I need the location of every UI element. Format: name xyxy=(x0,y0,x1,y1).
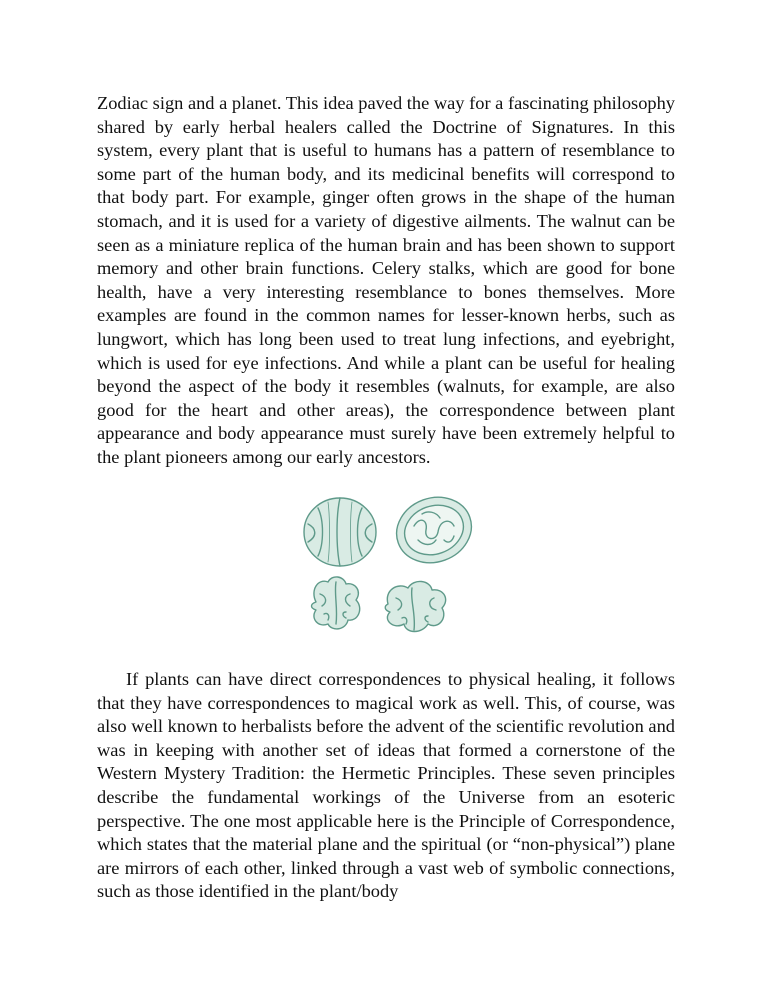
body-paragraph: Zodiac sign and a planet. This idea paved the way for a fascinating philosophy shared by early herbal healers called the Doctrine of Signatures. In this system, every plant that is useful to humans has a pattern of resemblance to some part of the human body, and its medicinal benefits will correspond to that body part. For example, ginger often grows in the shape of the human stomach, and it is used for a variety of digestive ailments. The walnut can be seen as a miniature replica of the human brain and has been shown to support memory and other brain functions. Celery stalks, which are good for bone health, have a very interesting resemblance to bones themselves. More examples are found in the common names for lesser-known herbs, such as lungwort, which has long been used to treat lung infections, and eyebright, which is used for eye infections. And while a plant can be useful for healing beyond the aspect of the body it resembles (walnuts, for example, are also good for the heart and other areas), the correspondence between plant appearance and body appearance must surely have been extremely helpful to the plant pioneers among our early ancestors. xyxy=(97,93,675,467)
walnut-icon xyxy=(296,490,480,646)
walnut-illustration xyxy=(296,490,480,646)
walnut-half-shell-icon xyxy=(387,490,480,573)
walnut-kernel-icon xyxy=(385,581,445,631)
body-paragraph: If plants can have direct correspondences to physical healing, it follows that they have correspondences to magical work as well. This, of course, was also well known to herbalists before the advent of the scientific revolution and was in keeping with another set of ideas that formed a cornerstone of the Western Mystery Tradition: the Hermetic Principles. These seven principles describe the fundamental workings of the Universe from an esoteric perspective. The one most applicable here is the Principle of Correspondence, which states that the material plane and the spiritual (or “non-physical”) plane are mirrors of each other, linked through a vast web of symbolic connections, such as those identified in the plant/body xyxy=(97,669,675,902)
walnut-whole-shell-icon xyxy=(304,498,376,566)
walnut-kernel-icon xyxy=(312,577,360,629)
